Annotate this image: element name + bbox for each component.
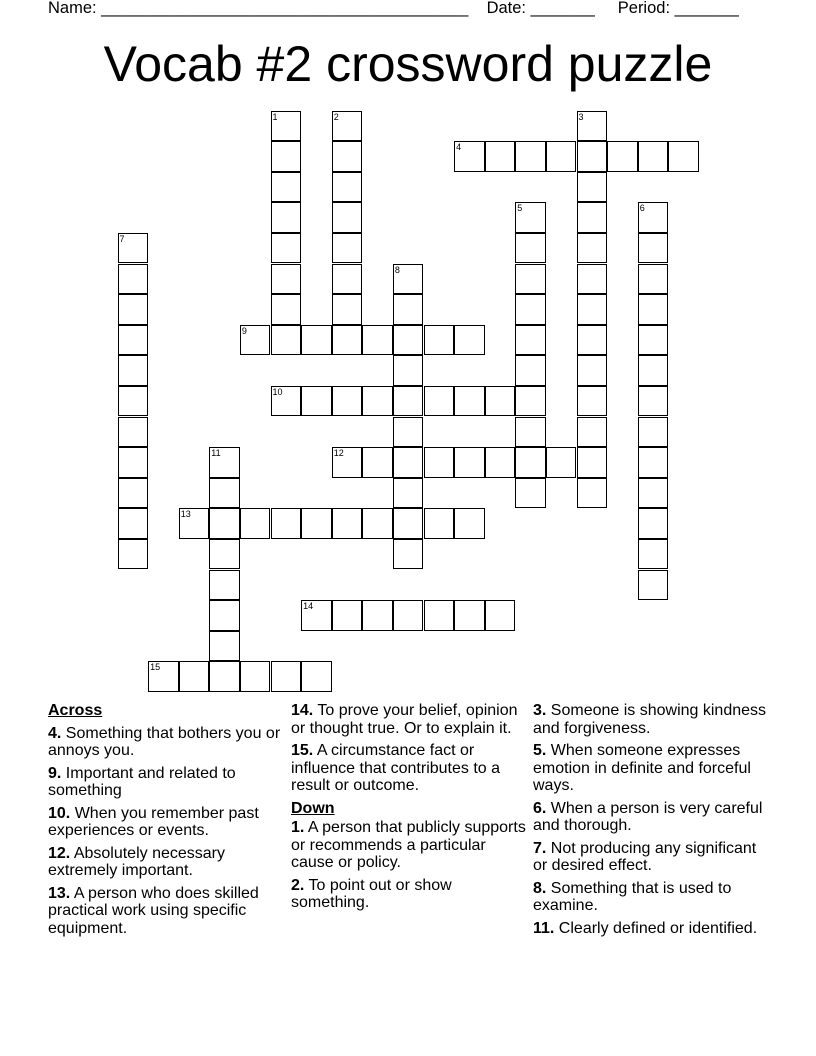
clues-column-3 [533, 702, 769, 942]
crossword-cell[interactable] [393, 355, 424, 386]
crossword-cell[interactable] [577, 111, 608, 142]
clue-text: A circumstance fact or influence that contributes to a result or outcome. [291, 742, 501, 794]
crossword-cell[interactable] [209, 661, 240, 692]
clue-item [291, 702, 527, 737]
crossword-cell[interactable] [332, 111, 363, 142]
clue-text: Absolutely necessary extremely important. [48, 844, 225, 879]
clue-text: A person that publicly supports or recommends a particular cause or policy. [291, 819, 526, 871]
crossword-cell[interactable] [424, 325, 455, 356]
crossword-cell[interactable] [424, 447, 455, 478]
crossword-cell[interactable] [118, 325, 149, 356]
clue-item [533, 920, 769, 938]
page-title: Vocab #2 crossword puzzle [103, 36, 713, 92]
crossword-cell[interactable] [485, 600, 516, 631]
crossword-cell[interactable] [393, 325, 424, 356]
crossword-cell[interactable] [271, 172, 302, 203]
crossword-cell[interactable] [638, 355, 669, 386]
clue-number: 8. [533, 879, 547, 897]
crossword-cell[interactable] [332, 325, 363, 356]
crossword-cell[interactable] [118, 447, 149, 478]
crossword-cell[interactable] [607, 141, 638, 172]
clue-number: 5. [533, 742, 547, 759]
crossword-cell[interactable] [515, 325, 546, 356]
crossword-cell[interactable] [515, 447, 546, 478]
crossword-cell[interactable] [393, 264, 424, 295]
crossword-cell[interactable] [362, 325, 393, 356]
clue-number: 12. [48, 844, 71, 862]
crossword-cell[interactable] [179, 661, 210, 692]
clue-item [533, 742, 769, 795]
clue-item [291, 819, 527, 872]
crossword-cell[interactable] [271, 325, 302, 356]
crossword-cell[interactable] [393, 600, 424, 631]
clue-text: Clearly defined or identified. [554, 919, 758, 937]
crossword-cell[interactable] [515, 233, 546, 264]
clue-number: 2. [291, 876, 305, 894]
crossword-cell[interactable] [454, 447, 485, 478]
crossword-cell[interactable] [577, 478, 608, 509]
clue-number: 10 [272, 386, 283, 397]
crossword-cell[interactable] [577, 417, 608, 448]
crossword-cell[interactable] [332, 202, 363, 233]
crossword-cell[interactable] [332, 447, 363, 478]
crossword-cell[interactable] [118, 508, 149, 539]
crossword-cell[interactable] [332, 600, 363, 631]
crossword-cell[interactable] [424, 508, 455, 539]
crossword-cell[interactable] [240, 325, 271, 356]
clue-text: Something that is used to examine. [533, 879, 732, 914]
crossword-cell[interactable] [209, 539, 240, 570]
clue-number: 5 [517, 203, 523, 214]
crossword-cell[interactable] [577, 294, 608, 325]
crossword-cell[interactable] [638, 447, 669, 478]
crossword-cell[interactable] [393, 447, 424, 478]
clue-number: 15. [291, 742, 314, 759]
crossword-cell[interactable] [638, 478, 669, 509]
crossword-cell[interactable] [424, 600, 455, 631]
clue-item [533, 840, 769, 875]
crossword-cell[interactable] [546, 447, 577, 478]
clue-number: 7. [533, 839, 547, 857]
clue-number: 14 [303, 601, 314, 612]
crossword-cell[interactable] [454, 600, 485, 631]
crossword-cell[interactable] [271, 141, 302, 172]
clue-number: 11 [211, 448, 221, 459]
crossword-cell[interactable] [577, 264, 608, 295]
crossword-cell[interactable] [638, 264, 669, 295]
clue-item [48, 885, 284, 938]
crossword-cell[interactable] [577, 355, 608, 386]
crossword-cell[interactable] [638, 141, 669, 172]
crossword-cell[interactable] [209, 631, 240, 662]
crossword-cell[interactable] [454, 141, 485, 172]
crossword-cell[interactable] [118, 355, 149, 386]
crossword-cell[interactable] [515, 141, 546, 172]
crossword-cell[interactable] [515, 478, 546, 509]
clue-item [533, 880, 769, 915]
crossword-cell[interactable] [301, 600, 332, 631]
crossword-cell[interactable] [209, 508, 240, 539]
clue-text: To point out or show something. [291, 876, 452, 911]
clue-number: 8 [394, 264, 400, 275]
crossword-cell[interactable] [332, 141, 363, 172]
crossword-cell[interactable] [271, 264, 302, 295]
crossword-cell[interactable] [362, 386, 393, 417]
clue-item [533, 800, 769, 835]
crossword-cell[interactable] [301, 325, 332, 356]
clues-column-1 [48, 702, 284, 942]
crossword-cell[interactable] [638, 233, 669, 264]
crossword-cell[interactable] [362, 508, 393, 539]
crossword-cell[interactable] [577, 325, 608, 356]
clue-number: 6 [639, 203, 645, 214]
clue-item [533, 702, 769, 737]
crossword-cell[interactable] [485, 386, 516, 417]
crossword-cell[interactable] [454, 386, 485, 417]
crossword-cell[interactable] [577, 447, 608, 478]
crossword-cell[interactable] [454, 325, 485, 356]
crossword-cell[interactable] [209, 447, 240, 478]
crossword-cell[interactable] [118, 294, 149, 325]
crossword-cell[interactable] [240, 661, 271, 692]
crossword-cell[interactable] [148, 661, 179, 692]
clue-number: 7 [119, 233, 125, 244]
clue-number: 3 [578, 111, 584, 122]
clue-number: 9 [241, 325, 247, 336]
crossword-cell[interactable] [209, 600, 240, 631]
crossword-cell[interactable] [393, 294, 424, 325]
crossword-cell[interactable] [424, 386, 455, 417]
crossword-cell[interactable] [118, 417, 149, 448]
crossword-cell[interactable] [638, 202, 669, 233]
crossword-cell[interactable] [118, 264, 149, 295]
clue-item [48, 725, 284, 760]
clue-item [48, 845, 284, 880]
crossword-cell[interactable] [332, 233, 363, 264]
clue-number: 2 [333, 111, 339, 122]
clue-number: 15 [150, 662, 161, 673]
crossword-cell[interactable] [393, 386, 424, 417]
crossword-cell[interactable] [332, 294, 363, 325]
clue-item [291, 742, 527, 795]
crossword-cell[interactable] [301, 661, 332, 692]
crossword-cell[interactable] [118, 478, 149, 509]
crossword-cell[interactable] [118, 539, 149, 570]
crossword-cell[interactable] [638, 417, 669, 448]
crossword-cell[interactable] [638, 325, 669, 356]
clue-item [48, 805, 284, 840]
crossword-cell[interactable] [271, 233, 302, 264]
crossword-cell[interactable] [515, 294, 546, 325]
clue-number: 6. [533, 799, 547, 817]
crossword-cell[interactable] [485, 141, 516, 172]
clue-text: Important and related to something [48, 764, 236, 799]
crossword-cell[interactable] [638, 570, 669, 601]
crossword-cell[interactable] [393, 539, 424, 570]
crossword-cell[interactable] [362, 447, 393, 478]
clue-number: 14. [291, 702, 314, 719]
clue-item [291, 877, 527, 912]
crossword-cell[interactable] [209, 478, 240, 509]
clue-number: 3. [533, 702, 547, 719]
crossword-cell[interactable] [209, 570, 240, 601]
crossword-cell[interactable] [240, 508, 271, 539]
crossword-cell[interactable] [271, 386, 302, 417]
crossword-cell[interactable] [546, 141, 577, 172]
clue-text: When a person is very careful and thorough. [533, 799, 763, 834]
crossword-cell[interactable] [271, 294, 302, 325]
crossword-cell[interactable] [271, 508, 302, 539]
across-heading: Across [48, 702, 103, 719]
clue-text: When you remember past experiences or events. [48, 804, 259, 839]
crossword-cell[interactable] [332, 386, 363, 417]
crossword-cell[interactable] [515, 417, 546, 448]
clue-text: Someone is showing kindness and forgiveness. [533, 702, 767, 737]
clue-number: 11. [533, 919, 555, 937]
crossword-cell[interactable] [332, 264, 363, 295]
clue-number: 1 [272, 111, 278, 122]
crossword-cell[interactable] [577, 233, 608, 264]
crossword-cell[interactable] [179, 508, 210, 539]
crossword-cell[interactable] [638, 294, 669, 325]
crossword-cell[interactable] [301, 386, 332, 417]
crossword-cell[interactable] [515, 386, 546, 417]
clue-text: Something that bothers you or annoys you. [48, 724, 281, 759]
name-date-period-line: Name: ________________________________________ Date: _______ Period: _______ [48, 0, 739, 17]
crossword-cell[interactable] [332, 508, 363, 539]
crossword-cell[interactable] [271, 661, 302, 692]
clue-number: 10. [48, 804, 71, 822]
clue-number: 1. [291, 819, 305, 836]
clue-number: 4 [456, 142, 462, 153]
clue-text: To prove your belief, opinion or thought true. Or to explain it. [291, 702, 518, 737]
crossword-cell[interactable] [301, 508, 332, 539]
crossword-cell[interactable] [515, 202, 546, 233]
crossword-cell[interactable] [638, 386, 669, 417]
clues-column-2 [291, 702, 527, 917]
crossword-cell[interactable] [577, 172, 608, 203]
clue-number: 12 [333, 448, 344, 459]
crossword-cell[interactable] [515, 355, 546, 386]
crossword-cell[interactable] [332, 172, 363, 203]
crossword-cell[interactable] [362, 600, 393, 631]
crossword-cell[interactable] [271, 111, 302, 142]
crossword-cell[interactable] [515, 264, 546, 295]
clue-item [48, 765, 284, 800]
crossword-cell[interactable] [638, 539, 669, 570]
crossword-cell[interactable] [393, 508, 424, 539]
down-heading: Down [291, 799, 335, 817]
clue-number: 9. [48, 764, 62, 782]
crossword-cell[interactable] [577, 386, 608, 417]
crossword-cell[interactable] [271, 202, 302, 233]
clue-text: When someone expresses emotion in definite and forceful ways. [533, 742, 751, 794]
clue-number: 13. [48, 884, 71, 902]
clue-text: Not producing any significant or desired effect. [533, 839, 757, 874]
crossword-cell[interactable] [577, 141, 608, 172]
crossword-cell[interactable] [393, 478, 424, 509]
clue-number: 13 [180, 509, 191, 520]
crossword-cell[interactable] [668, 141, 699, 172]
clue-text: A person who does skilled practical work using specific equipment. [48, 884, 259, 937]
crossword-cell[interactable] [577, 202, 608, 233]
crossword-cell[interactable] [485, 447, 516, 478]
crossword-cell[interactable] [118, 386, 149, 417]
clue-number: 4. [48, 724, 62, 742]
crossword-cell[interactable] [454, 508, 485, 539]
crossword-cell[interactable] [118, 233, 149, 264]
crossword-cell[interactable] [393, 417, 424, 448]
crossword-cell[interactable] [638, 508, 669, 539]
